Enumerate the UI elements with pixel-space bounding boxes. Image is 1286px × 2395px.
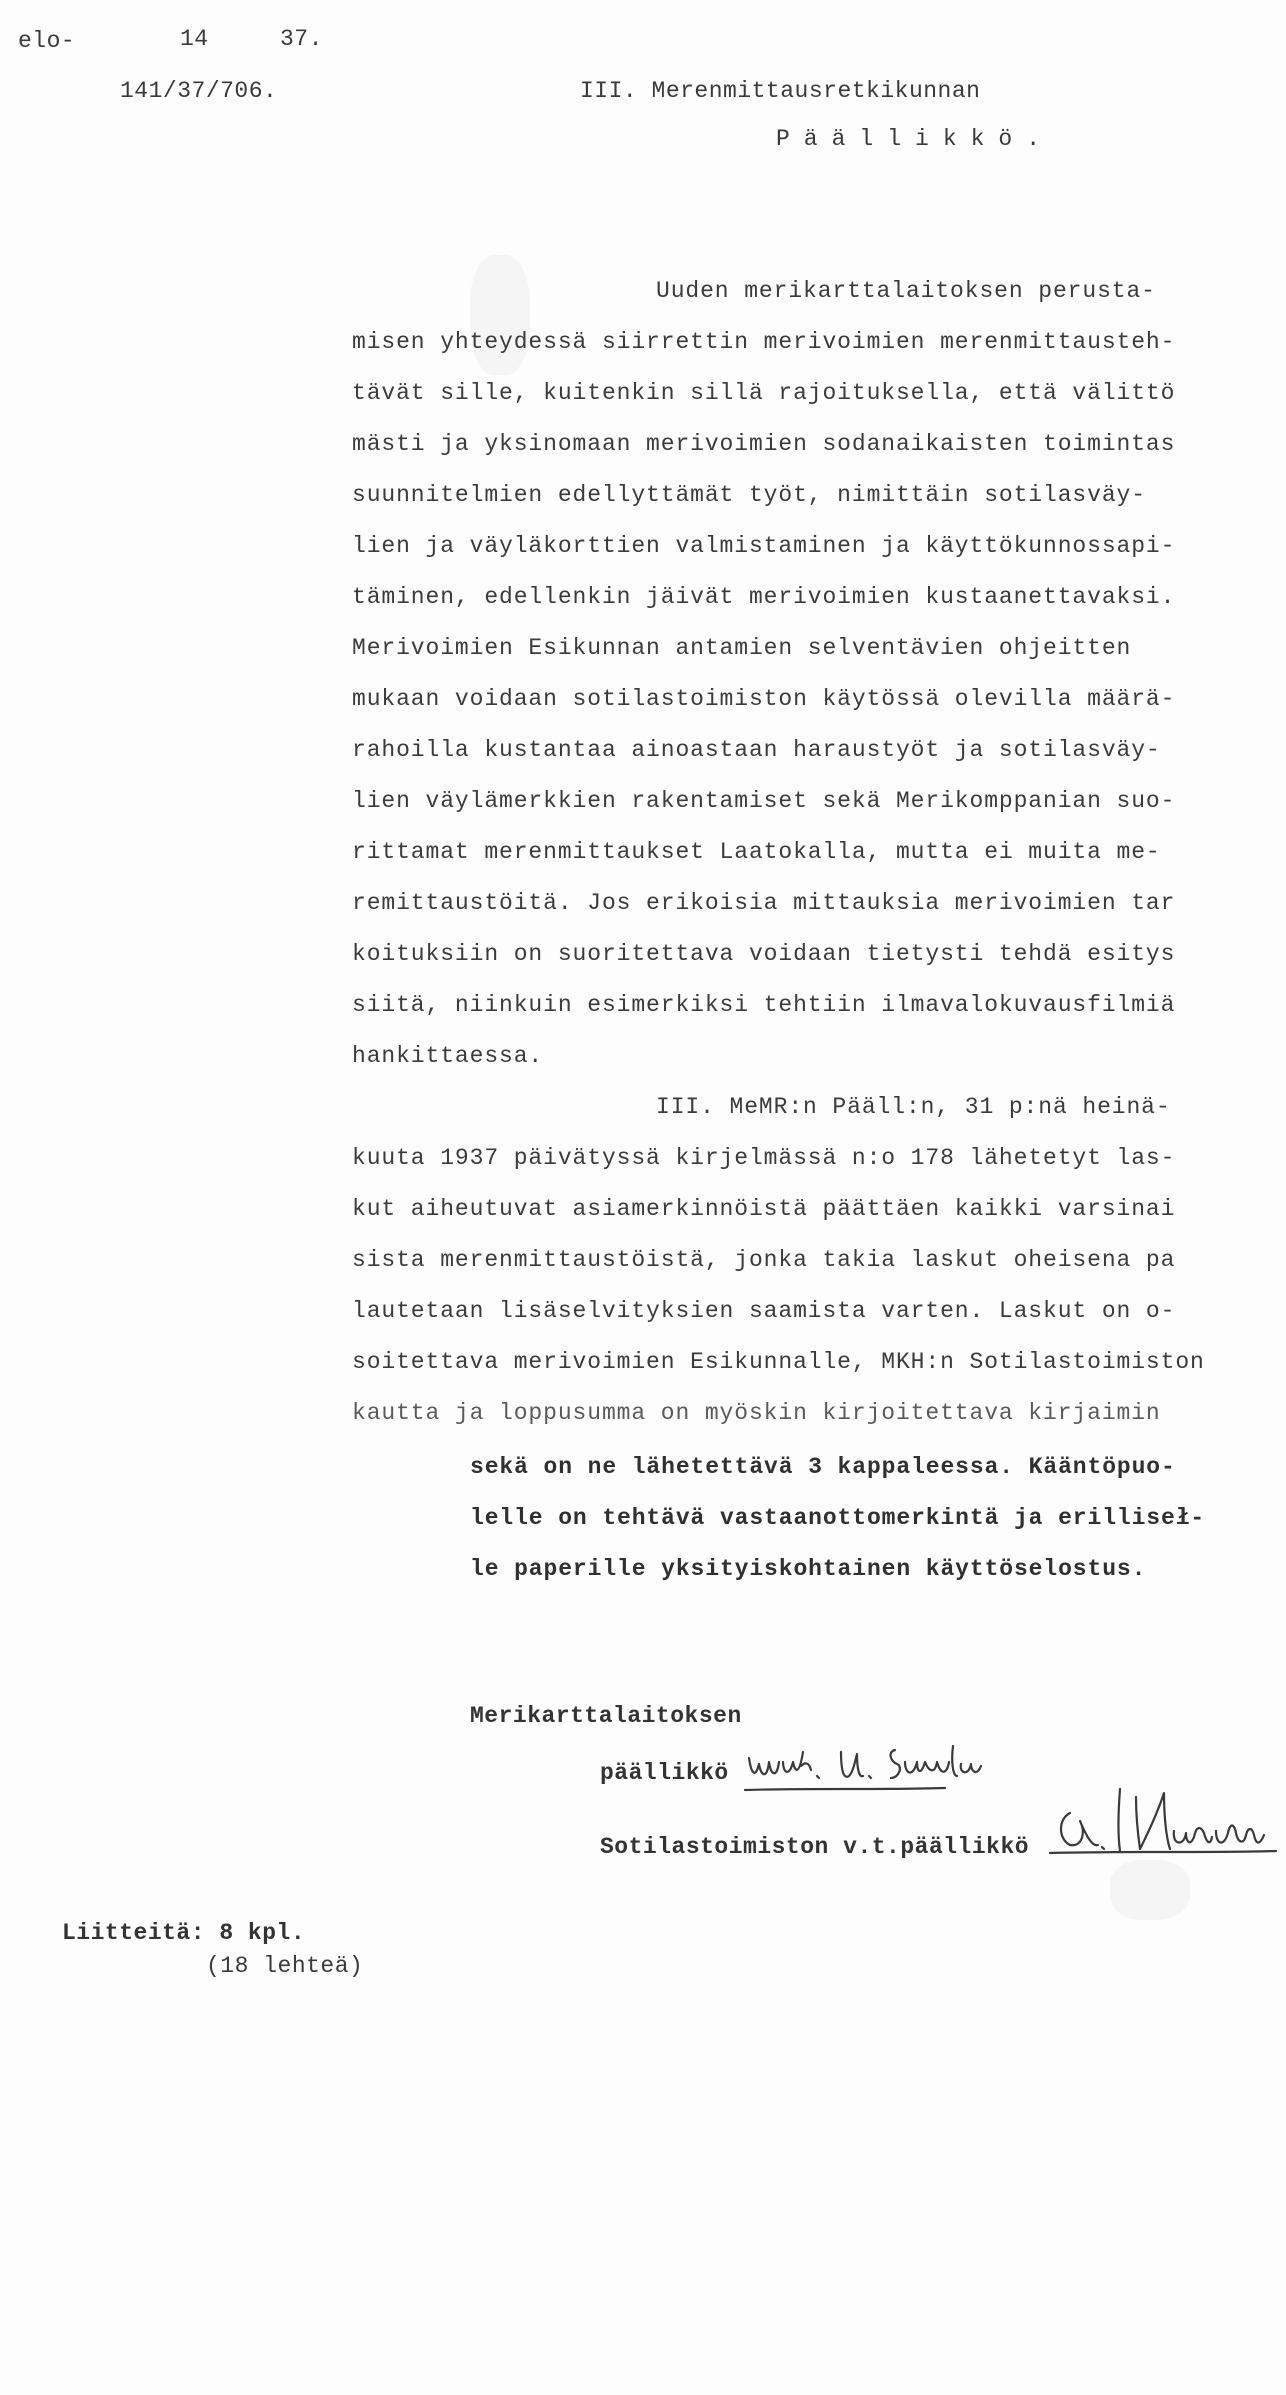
paper-smudge xyxy=(470,255,530,375)
body-line: kuuta 1937 päivätyssä kirjelmässä n:o 178 lähetetyt las- xyxy=(352,1147,1176,1170)
date-year: 37. xyxy=(280,26,323,52)
body-line: lien ja väyläkorttien valmistaminen ja käyttökunnossapi- xyxy=(352,535,1176,558)
recipient-line1: III. Merenmittausretkikunnan xyxy=(580,78,981,104)
body-line: rahoilla kustantaa ainoastaan haraustyöt ja sotilasväy- xyxy=(352,739,1161,762)
body-line: koituksiin on suoritettava voidaan tietysti tehdä esitys xyxy=(352,943,1176,966)
body-line: Merivoimien Esikunnan antamien selventävien ohjeitten xyxy=(352,637,1132,660)
signature-org: Merikarttalaitoksen xyxy=(470,1703,742,1729)
body-line: sista merenmittaustöistä, jonka takia laskut oheisena pa xyxy=(352,1249,1176,1272)
body-line: hankittaessa. xyxy=(352,1045,544,1068)
body-line: siitä, niinkuin esimerkiksi tehtiin ilmavalokuvausfilmiä xyxy=(352,994,1176,1017)
body-line: misen yhteydessä siirrettin merivoimien merenmittausteh- xyxy=(352,331,1176,354)
body-line: tävät sille, kuitenkin sillä rajoituksella, että välittö xyxy=(352,382,1176,405)
recipient-line2: Päällikkö. xyxy=(776,126,1055,152)
body-line: le paperille yksityiskohtainen käyttöselostus. xyxy=(470,1558,1147,1581)
body-line: lelle on tehtävä vastaanottomerkintä ja erilliseł- xyxy=(470,1507,1206,1530)
reference-number: 141/37/706. xyxy=(120,78,278,104)
body-line: remittaustöitä. Jos erikoisia mittauksia merivoimien tar xyxy=(352,892,1176,915)
body-line: kut aiheutuvat asiamerkinnöistä päättäen kaikki varsinai xyxy=(352,1198,1176,1221)
signature-deputy-title: Sotilastoimiston v.t.päällikkö xyxy=(600,1834,1030,1860)
body-line: lien väylämerkkien rakentamiset sekä Merikomppanian suo- xyxy=(352,790,1176,813)
body-line: mästi ja yksinomaan merivoimien sodanaikaisten toimintas xyxy=(352,433,1176,456)
date-day: 14 xyxy=(180,26,209,52)
signature-chief-title: päällikkö xyxy=(600,1760,729,1786)
deputy-handwritten-signature xyxy=(1040,1775,1280,1870)
body-line: täminen, edellenkin jäivät merivoimien kustaanettavaksi. xyxy=(352,586,1176,609)
attachments-count: Liitteitä: 8 kpl. xyxy=(62,1920,306,1946)
attachments-sheets: (18 lehteä) xyxy=(206,1953,364,1979)
body-line: rittamat merenmittaukset Laatokalla, mutta ei muita me- xyxy=(352,841,1161,864)
body-line: kautta ja loppusumma on myöskin kirjoitettava kirjaimin xyxy=(352,1402,1161,1425)
body-line: mukaan voidaan sotilastoimiston käytössä olevilla määrä- xyxy=(352,688,1176,711)
body-line: soitettava merivoimien Esikunnalle, MKH:n Sotilastoimiston xyxy=(352,1351,1205,1374)
date-prefix: elo- xyxy=(18,28,76,54)
chief-handwritten-signature xyxy=(745,1732,1045,1802)
body-line: Uuden merikarttalaitoksen perusta- xyxy=(656,280,1156,303)
body-line: suunnitelmien edellyttämät työt, nimittäin sotilasväy- xyxy=(352,484,1146,507)
body-line: sekä on ne lähetettävä 3 kappaleessa. Kääntöpuo- xyxy=(470,1456,1176,1479)
body-line: lautetaan lisäselvityksien saamista varten. Laskut on o- xyxy=(352,1300,1176,1323)
body-line: III. MeMR:n Pääll:n, 31 p:nä heinä- xyxy=(656,1096,1171,1119)
